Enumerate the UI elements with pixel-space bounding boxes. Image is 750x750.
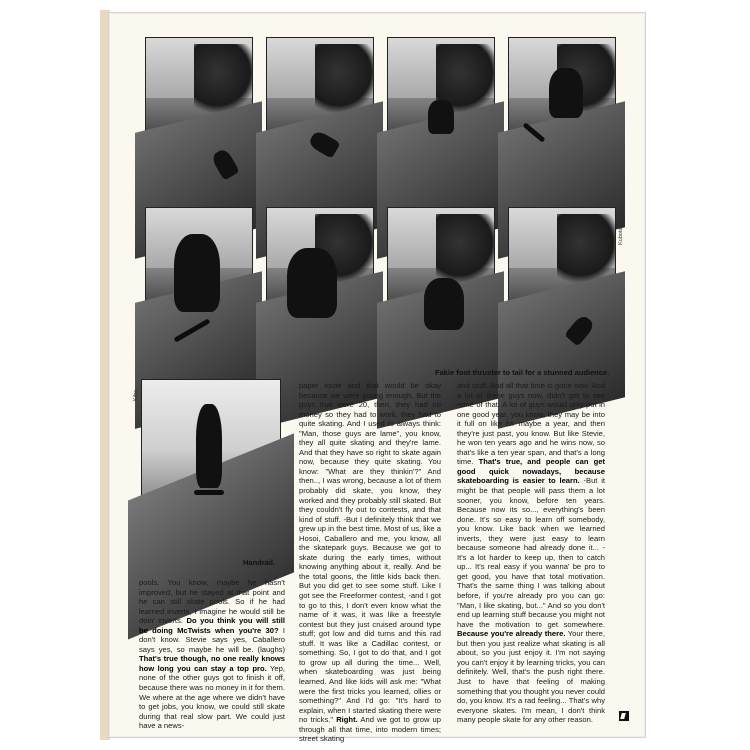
- article-column-1: [139, 578, 285, 731]
- interview-answer: pools. You know, maybe he hasn't improved, but he stayed at that point and he can still skate pools. So if he had learned inverts, I imagine he would still be doin' inverts.: [139, 578, 285, 626]
- interview-answer: I don't know. Stevie says yes, Caballero says yes, so maybe he will be. (laughs): [139, 625, 285, 654]
- interview-answer: -But it might be that people will pass them a lot sooner, you know, before ten years. Because now its so..., everything's been done. It's so easy to learn off somebody, you know. Like back when we learned inverts, they were just easy to learn because someone had already done it... -It's a lot harder to keep up, then to catch up... It's real easy if you wanna' be pro to get good, you have that total motivation. That's the same thing I was talking about before, if you're already pro you can go: "Man, I like skating, but..." And so you don't end up learning stuff because you might not have the motivation to get somewhere.: [457, 476, 605, 629]
- interview-answer: Your there, but then you just realize what skating is all about, so you just enjoy it. I'm not saying you can't enjoy it by learning tricks, you can definitely. Well, that's the push right there. Just to have that feeling of making something that you thought you never could do, you know. It's a rad feeling... That's why everyone skates. I'm mean, I don't think many people skate for any other reason.: [457, 629, 605, 725]
- sequence-photo-4: [508, 37, 616, 197]
- interview-question: That's true though, no one really knows how long you can stay a top pro.: [139, 654, 285, 673]
- interview-answer: paper route and that would be okay because we were young enough. But the guys that were 20, then, they had no money so they had to work, they had to quite skating. And I used to always think: "Man, those guys are lame", you know, they all quite skating and they're lame. And that they have so right to skate again now, because they quite skating. You know: "What are they thinkin'?" And then.., I was wrong, because a lot of them probably did skate, you know, they worked and they probably still skated. But they couldn't fly out to contests, and that kind of stuff. -But I definitely think that we grew up in the best time. Most of us, like a Hosoi, Caballero and me, you know, all the skatepark guys. Because we got to skate during the early times, without knowing anything about it, really. And be the total goons, the little kids back then. But you did get to see some stuff. Like I got see the Freeformer contest, -and I got to go to this, I don't even know what the name of it was, it was like a freestyle contest but they just cruised around type stuff; got low and did turns and this rad stuff. It was like a Cadillac contest, or something. So, I got to do that, and I got to grow up all during the time... Well, when skateboarding was just being learned. And like kids will ask me: "What were the first tricks you learned, ollies or something?" And I'd go: "It's hard to explain, when I started skating there were no tricks.": [299, 381, 441, 725]
- article-paragraph: [299, 381, 441, 744]
- interview-answer: And we got to grow up through all that time, into modern times; street skating: [299, 715, 441, 744]
- handrail-caption: Handrail.: [243, 558, 276, 567]
- sequence-photo-7: [387, 207, 495, 367]
- interview-question: That's true, and people can get good quick nowadays, because skateboarding is easier to learn.: [457, 457, 605, 486]
- sequence-caption: Fakie foot thruster to tail for a stunned audience.: [435, 368, 610, 377]
- handrail-photo: [141, 379, 281, 555]
- magazine-page: [108, 12, 646, 744]
- interview-answer: and stuff. And all that time is gone now. And a lot of these guys now, didn't get to see none of that. A lot of guys would only put in one good year, you know, they may be into it full on like for maybe a year, and then they're just past, you know. But like Stevie, he won ten years ago and he wins now, so that's like a ten year span, and that's a long time.: [457, 381, 605, 467]
- sequence-photo-6: [266, 207, 374, 367]
- article-paragraph: [457, 381, 605, 725]
- magazine-end-mark-icon: [619, 711, 629, 721]
- interview-question: Do you think you will still be doing McTwists when you're 30?: [139, 616, 285, 635]
- interview-answer: Yep, none of the other guys got to finish it off, because there was no money in it for them. We where at the age where we didn't have to get jobs, you know, we could still skate during that real slow part. We could just have a news-: [139, 663, 285, 731]
- handrail-photo-credit: Kiba: [133, 389, 139, 401]
- sequence-photo-1: [145, 37, 253, 197]
- article-column-3: [457, 381, 605, 725]
- sequence-photo-3: [387, 37, 495, 197]
- article-column-2: [299, 381, 441, 744]
- sequence-photo-2: [266, 37, 374, 197]
- sequence-photo-credit: Kubota: [618, 227, 624, 245]
- interview-question: Right.: [336, 715, 358, 725]
- article-paragraph: [139, 578, 285, 731]
- sequence-photo-5: [145, 207, 253, 367]
- interview-question: Because you're already there.: [457, 629, 566, 639]
- sequence-photo-8: [508, 207, 616, 367]
